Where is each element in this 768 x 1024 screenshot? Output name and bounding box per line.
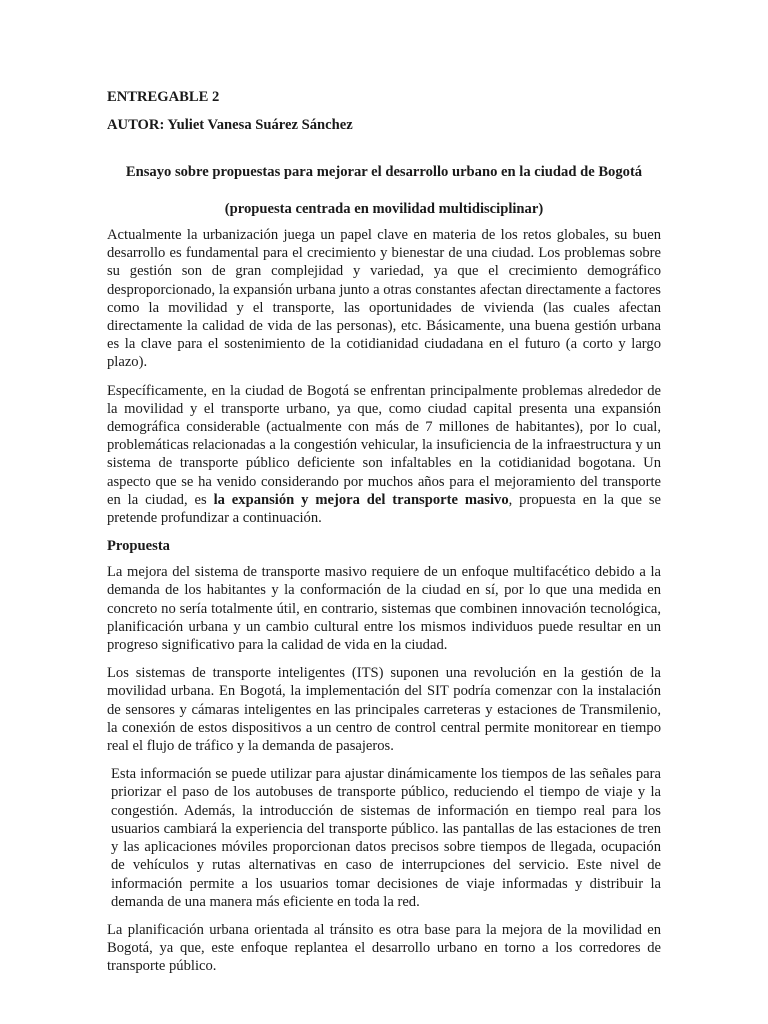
essay-title: Ensayo sobre propuestas para mejorar el desarrollo urbano en la ciudad de Bogotá: [125, 164, 643, 180]
paragraph-bogota-emphasis: la expansión y mejora del transporte masivo: [213, 491, 509, 508]
deliverable-label: ENTREGABLE 2: [107, 89, 220, 105]
essay-subtitle: (propuesta centrada en movilidad multidisciplinar): [224, 201, 544, 217]
paragraph-bogota-text: Específicamente, en la ciudad de Bogotá se enfrentan principalmente problemas alrededor de la movilidad y el transporte urbano, ya que, como ciudad capital presenta una expansión demográfica considerable (actualmente con más de 7 millones de habitantes), por lo cual, problemáticas relacionadas a la congestión vehicular, la insuficiencia de la infraestructura y un sistema de transporte público deficiente son infaltables en la cotidianidad bogotana. Un aspecto que se ha venido considerando por muchos años para el mejoramiento del transporte en la ciudad, es: [107, 382, 661, 508]
paragraph-planning: La planificación urbana orientada al tránsito es otra base para la mejora de la movilidad en Bogotá, ya que, este enfoque replantea el desarrollo urbano en torno a los corredores de transporte público.: [107, 921, 661, 975]
document-page: [107, 88, 661, 986]
paragraph-information: Esta información se puede utilizar para ajustar dinámicamente los tiempos de las señales para priorizar el paso de los autobuses de transporte público, reduciendo el tiempo de viaje y la congestión. Además, la introducción de sistemas de información en tiempo real para los usuarios cambiará la experiencia del transporte público. las pantallas de las estaciones de tren y las aplicaciones móviles proporcionan datos precisos sobre tiempos de llegada, ocupación de vehículos y rutas alternativas en caso de interrupciones del servicio. Este nivel de información permite a los usuarios tomar decisiones de viaje informadas y distribuir la demanda de una manera más eficiente en toda la red.: [111, 766, 661, 910]
paragraph-intro: Actualmente la urbanización juega un papel clave en materia de los retos globales, su buen desarrollo es fundamental para el crecimiento y bienestar de una ciudad. Los problemas sobre su gestión son de gran complejidad y variedad, ya que el crecimiento demográfico desproporcionado, la expansión urbana junto a otras constantes afectan directamente a factores como la movilidad y el transporte, las oportunidades de vivienda (las cuales afectan directamente la calidad de vida de las personas), etc. Básicamente, una buena gestión urbana es la clave para el sostenimiento de la cotidianidad ciudadana en el futuro (a corto y largo plazo).: [107, 227, 661, 371]
paragraph-its: Los sistemas de transporte inteligentes (ITS) suponen una revolución en la gestión de la movilidad urbana. En Bogotá, la implementación del SIT podría comenzar con la instalación de sensores y cámaras inteligentes en las principales carreteras y estaciones de Transmilenio, la conexión de estos dispositivos a un centro de control central permite monitorear en tiempo real el flujo de tráfico y la demanda de pasajeros.: [107, 665, 661, 755]
paragraph-bogota: [107, 382, 661, 528]
section-heading-propuesta: Propuesta: [107, 538, 170, 555]
paragraph-bogota-tail: , propuesta en la que se pretende profundizar a continuación.: [107, 491, 661, 527]
author-line: AUTOR: Yuliet Vanesa Suárez Sánchez: [107, 117, 353, 133]
paragraph-proposal: La mejora del sistema de transporte masivo requiere de un enfoque multifacético debido a la demanda de los habitantes y la conformación de la ciudad en sí, por lo que una medida en concreto no sería totalmente útil, en contrario, sistemas que combinen innovación tecnológica, planificación urbana y un cambio cultural entre los mismos individuos puede resultar en un progreso significativo para la calidad de vida en la ciudad.: [107, 564, 661, 654]
